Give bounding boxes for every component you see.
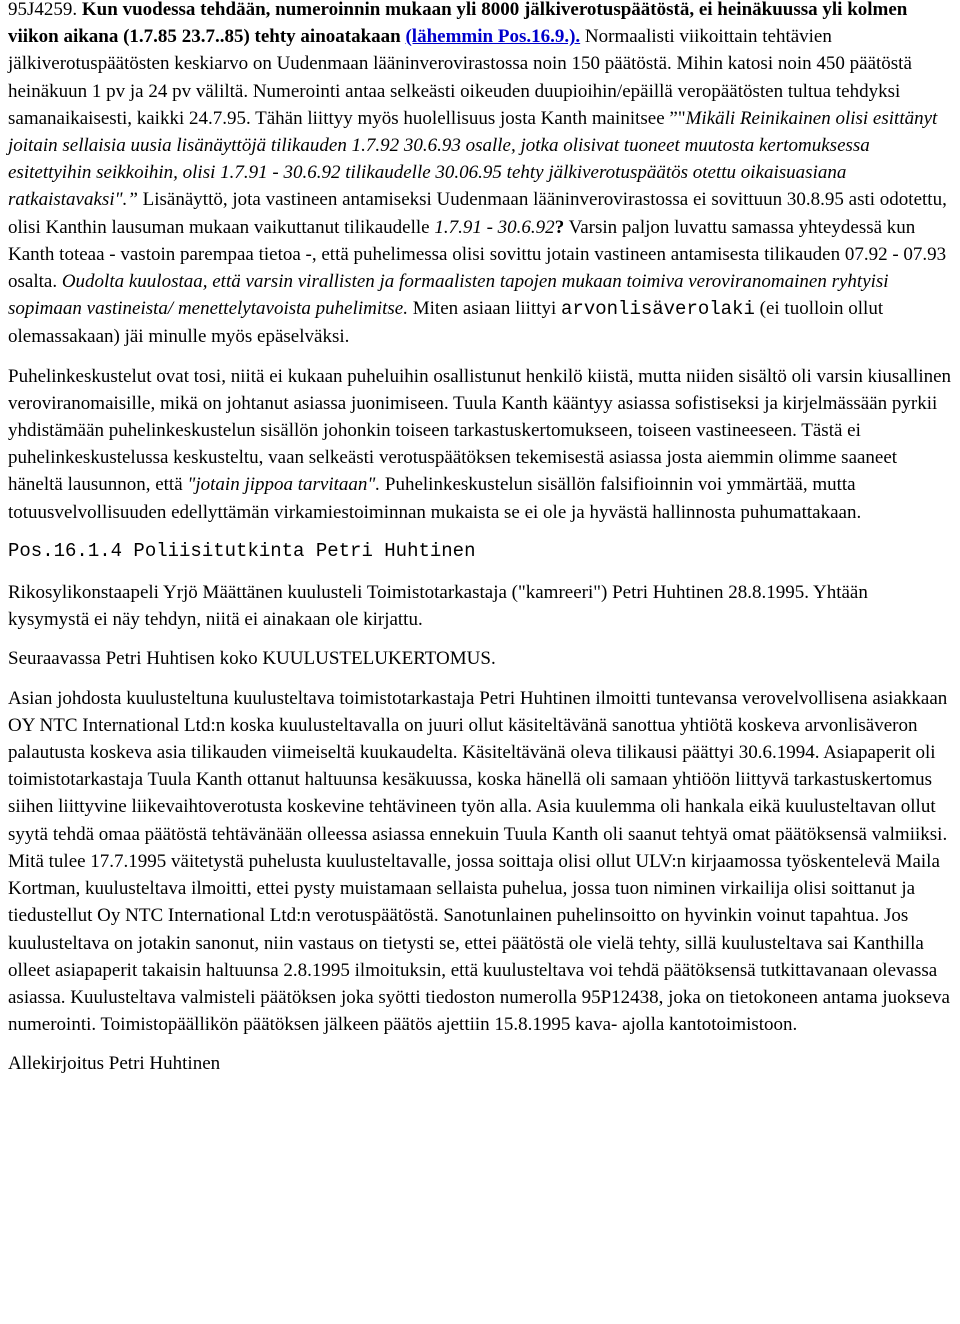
phone-text-2: Puhelinkeskustelun sisällön falsifioinnin voi ymmärtää, mutta totuusvelvollisuuden edellyttämän virkamiestoiminnan mukaista se ei ole ja hyvästä hallinnosta puhumattakaan. (8, 474, 862, 523)
phone-text-1: Puhelinkeskustelut ovat tosi, niitä ei kukaan puheluihin osallistunut henkilö kiistä, mutta niiden sisältö oli varsin kiusallinen veroviranomaisille, mikä on johtanut asiassa juonimiseen. Tuula Kanth kääntyy asiassa sofistiseksi ja kirjelmässään pyrkii yhdistämään puhelinkeskustelun sisällön johonkin toiseen tarkastuskertomukseen, toiseen vastineeseen. Tästä ei puhelinkeskustelussa keskusteltu, vaan selkeästi verotuspäätöksen tekemisestä asiassa josta aiemmin olimme saaneet häneltä lausunnon, että (8, 365, 952, 496)
section-heading: Pos.16.1.4 Poliisitutkinta Petri Huhtinen (8, 539, 476, 562)
italic-period: 1.7.91 - 30.6.92 (434, 216, 555, 238)
phone-italic-quote: "jotain jippoa tarvitaan". (187, 474, 381, 496)
reference-link[interactable]: (lähemmin Pos.16.9.). (405, 26, 581, 48)
intro-text-3: Varsin paljon luvattu samassa yhteydessä kun Kanth toteaa - vastoin parempaa tietoa -, että puhelimessa olisi sovittu jotain vastineen antamisesta tilikauden 07.92 - 07.93 osalta. (8, 216, 947, 293)
quote-marks: ”" (669, 107, 686, 129)
intro-text-5: (ei tuolloin ollut olemassakaan) jäi minulle myös epäselväksi. (8, 298, 884, 348)
bold-question: ? (554, 216, 565, 238)
signature: Allekirjoitus Petri Huhtinen (8, 1053, 221, 1075)
bold-intro: Kun vuodessa tehdään, numeroinnin mukaan yli 8000 jälkiverotuspäätöstä, ei heinäkuussa yli kolmen viikon aikana (1.7.85 (8, 0, 908, 48)
paragraph-interrogation: Rikosylikonstaapeli Yrjö Määttänen kuulusteli Toimistotarkastaja ("kamreeri") Petri Huhtinen 28.8.1995. Yhtään kysymystä ei näy tehdyn, niitä ei ainakaan ole kirjattu. (8, 582, 868, 631)
intro-text-2: Lisänäyttö, jota vastineen antamiseksi Uudenmaan lääninverovirastossa ei sovittuun 30.8.95 asti odotettu, olisi Kanthin lausuman mukaan vaikuttanut tilikaudelle (8, 189, 947, 238)
paragraph-intro (8, 0, 952, 351)
paragraph-phone-calls (8, 363, 952, 526)
paragraph-statement: Asian johdosta kuulusteltuna kuulusteltava toimistotarkastaja Petri Huhtinen ilmoitti tuntevansa verovelvollisena asiakkaan OY NTC International Ltd:n koska kuulusteltavalla on juuri ollut käsiteltävänä sanottua yhtiötä koskeva arvonlisäveron palautusta koskeva asia tilikauden viimeiseltä kuukaudelta. Käsiteltävänä oleva tilikausi päättyi 30.6.1994. Asiapaperit oli toimistotarkastaja Tuula Kanth ottanut haltuunsa kesäkuussa, koska hänellä oli samaan yhtiöön liittyvä tarkastuskertomus siihen liittyvine liikevaihtoverotusta koskevine tehtävineen työn alla. Asia kuulemma oli hankala eikä kuulusteltavan ollut syytä tehdä omaa päätöstä tehtävänään olleessa asiassa ennekuin Tuula Kanth oli saanut tehtyä omat päätöksensä valmiiksi. Mitä tulee 17.7.1995 väitetystä puhelusta kuulusteltavalle, jossa soittaja olisi ollut ULV:n kirjaamossa työskentelevä Maila Kortman, kuulusteltava ilmoitti, ettei pysty muistamaan sellaista puhelua, jossa tuon niminen virkailija olisi soittanut ja tiedustellut Oy NTC International Ltd:n verotuspäätöstä. Sanotunlainen puhelinsoitto on hyvinkin voinut tapahtua. Jos kuulusteltava on jotakin sanonut, niin vastaus on tietysti se, ettei päätöstä ole vielä tehty, sillä kuulusteltava sai Kanthilla olleet asiapaperit takaisin haltuunsa 2.8.1995 ilmoituksin, että kuulusteltava voi tehdä päätöksensä tutkittavanaan olevassa asiassa. Kuulusteltava valmisteli päätöksen joka syötti tiedoston numerolla 95P12438, joka on tietokoneen antama juokseva numerointi. Toimistopäällikön päätöksen jälkeen päätös ajettiin 15.8.1995 kava- ajolla kantotoimistoon. (8, 687, 950, 1036)
paragraph-following: Seuraavassa Petri Huhtisen koko KUULUSTELUKERTOMUS. (8, 648, 496, 670)
mono-term: arvonlisäverolaki (561, 298, 755, 321)
italic-statement: Oudolta kuulostaa, että varsin virallisten ja formaalisten tapojen mukaan toimiva veroviranomainen ryhtyisi sopimaan vastineista/ menettelytavoista puhelimitse. (8, 271, 889, 320)
bold-dash: 23.7..85) tehty ainoatakaan (181, 26, 401, 48)
intro-text-4: Miten asiaan liittyi (412, 298, 557, 320)
italic-quote-2: 30.6.93 osalle, jotka olisivat tuoneet muutosta kertomuksessa esitettyihin seikkoihin, olisi 1.7.91 - 30.6.92 tilikaudelle 30.06.95 tehty jälkiverotuspäätös otettu oikaisuasiana ratkaistavaksi".” (8, 135, 870, 211)
reference-number: 95J4259. (8, 0, 78, 20)
italic-quote: Mikäli Reinikainen olisi esittänyt joitain sellaisia uusia lisänäyttöjä tilikauden 1.7.92 (8, 107, 938, 157)
intro-text-1: Normaalisti viikoittain tehtävien jälkiverotuspäätösten keskiarvo on Uudenmaan lääninverovirastossa noin 150 päätöstä. Mihin katosi noin 450 päätöstä heinäkuun 1 pv ja 24 pv väliltä. Numerointi antaa selkeästi oikeuden duupioihin/epäillä veropäätösten tultua tehdyksi samanaikaisesti, kaikki 24.7.95. Tähän liittyy myös huolellisuus josta Kanth mainitsee (8, 26, 912, 129)
